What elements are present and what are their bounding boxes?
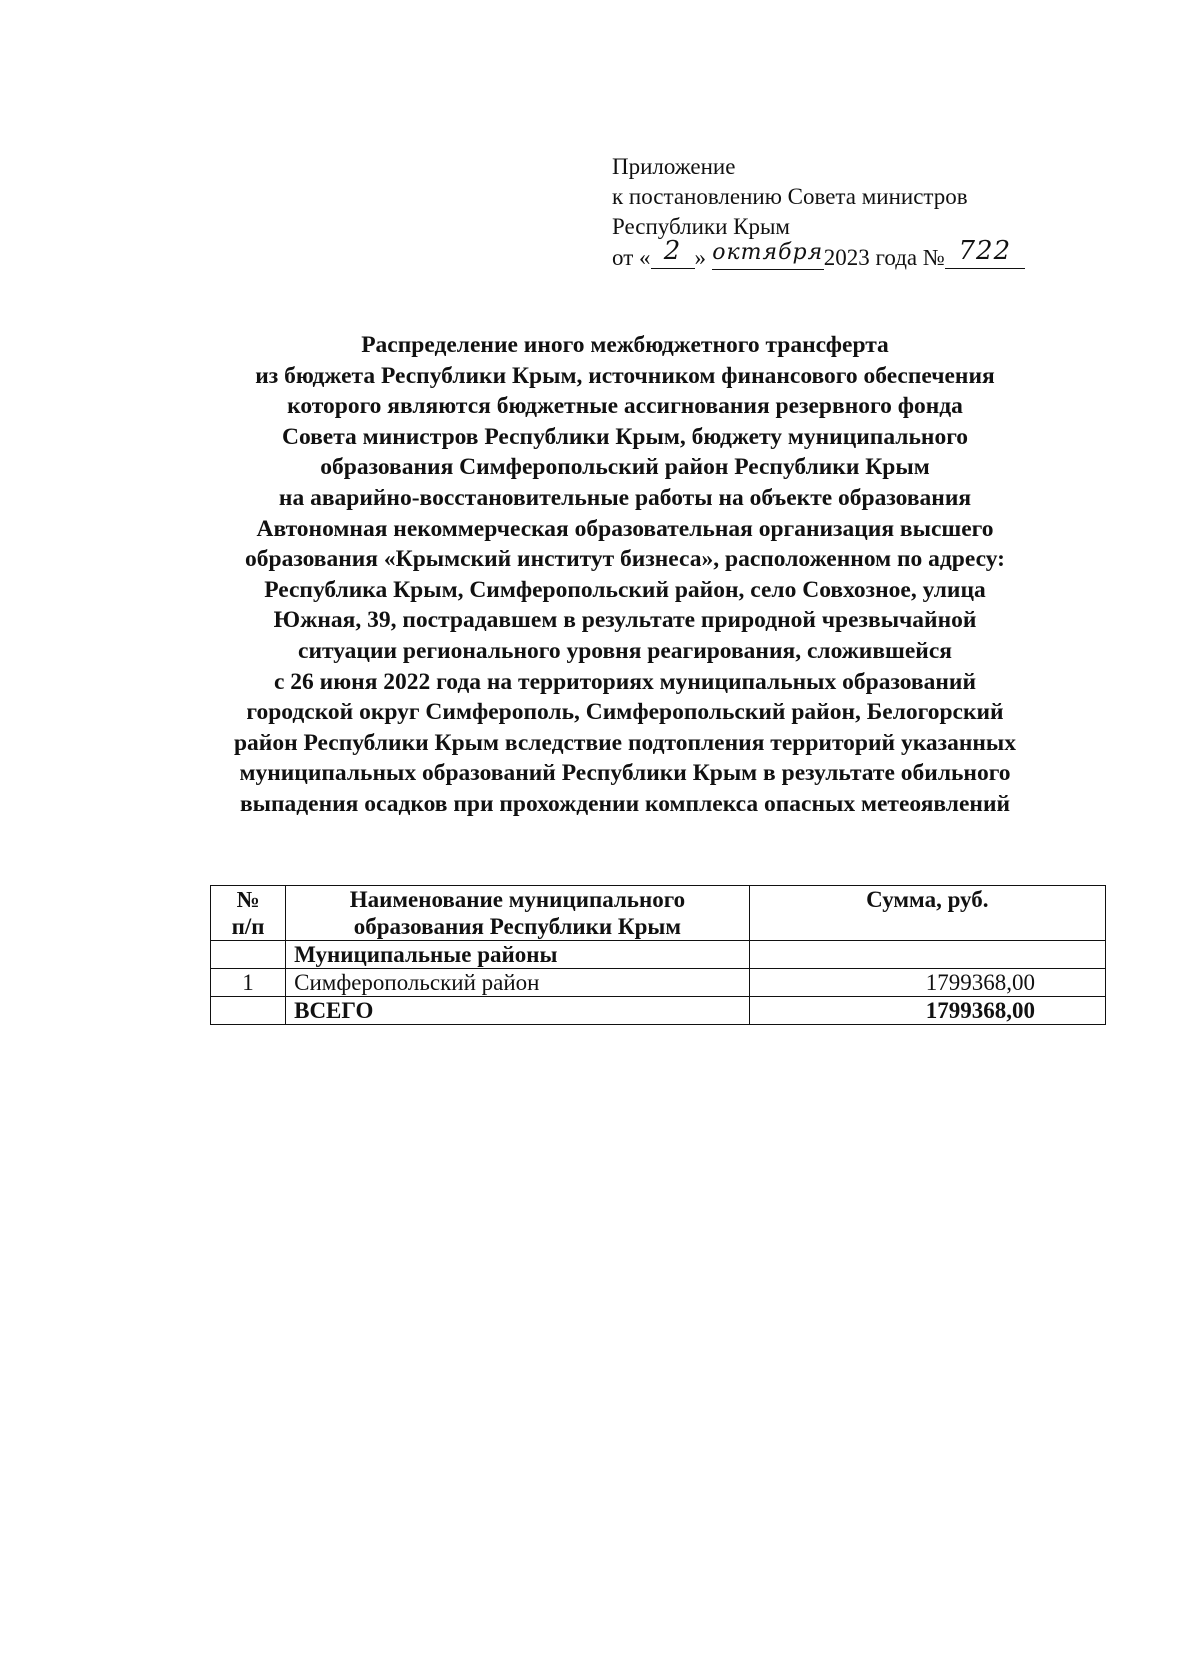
appendix-block: [612, 152, 1025, 273]
header-sum: Сумма, руб.: [749, 886, 1105, 941]
document-title: [150, 330, 1100, 820]
total-row: [211, 997, 1106, 1025]
total-sum: 1799368,00: [749, 997, 1105, 1025]
table-header-row: [211, 886, 1106, 941]
date-day-blank: [651, 236, 695, 269]
title-line: район Республики Крым вследствие подтопления территорий указанных: [233, 729, 1017, 756]
total-label: ВСЕГО: [286, 997, 750, 1025]
date-year: 2023 года №: [823, 245, 945, 270]
header-name-line1: Наименование муниципального: [349, 887, 686, 912]
row-sum: 1799368,00: [749, 969, 1105, 997]
header-number-symbol: №: [236, 887, 260, 912]
title-line: Южная, 39, пострадавшем в результате природной чрезвычайной: [273, 607, 977, 634]
title-line: с 26 июня 2022 года на территориях муниципальных образований: [274, 668, 976, 695]
table-row: [211, 969, 1106, 997]
appendix-heading: Приложение: [612, 154, 736, 179]
header-name-line2: образования Республики Крым: [353, 914, 682, 939]
title-line: муниципальных образований Республики Крым в результате обильного: [239, 760, 1011, 787]
title-line: которого являются бюджетные ассигнования резервного фонда: [287, 393, 963, 420]
title-line: на аварийно-восстановительные работы на объекте образования: [278, 484, 972, 511]
number-blank: [945, 236, 1025, 269]
handwritten-number: 722: [958, 236, 1012, 266]
title-line: Республика Крым, Симферопольский район, село Совхозное, улица: [264, 576, 986, 603]
header-name: [286, 886, 750, 941]
appendix-republic-line: Республики Крым: [612, 214, 790, 239]
section-row: [211, 941, 1106, 969]
date-mid: »: [694, 245, 706, 270]
title-line: Автономная некоммерческая образовательная организация высшего: [256, 515, 994, 542]
title-line: Распределение иного межбюджетного трансферта: [361, 332, 889, 358]
section-sum-cell: [749, 941, 1105, 969]
title-line: образования «Крымский институт бизнеса», расположенном по адресу:: [245, 546, 1005, 573]
section-number-cell: [211, 941, 286, 969]
appendix-date-line: [612, 236, 1025, 273]
title-line: из бюджета Республики Крым, источником финансового обеспечения: [255, 362, 995, 389]
date-month-blank: [712, 240, 824, 270]
title-line: городской округ Симферополь, Симферопольский район, Белогорский: [246, 699, 1004, 726]
section-label: Муниципальные районы: [286, 941, 750, 969]
row-name: Симферопольский район: [286, 969, 750, 997]
title-line: образования Симферопольский район Республики Крым: [320, 454, 930, 481]
appendix-decree-line: к постановлению Совета министров: [612, 184, 968, 209]
distribution-table: [210, 885, 1106, 1025]
date-prefix: от «: [612, 245, 651, 270]
handwritten-day: 2: [663, 236, 682, 266]
total-number-cell: [211, 997, 286, 1025]
header-number-abbr: п/п: [231, 914, 265, 939]
title-line: Совета министров Республики Крым, бюджету муниципального: [281, 423, 969, 450]
handwritten-month: октября: [712, 240, 824, 265]
title-line: ситуации регионального уровня реагирования, сложившейся: [298, 637, 952, 664]
row-number: 1: [211, 969, 286, 997]
header-number: [211, 886, 286, 941]
title-line: выпадения осадков при прохождении комплекса опасных метеоявлений: [239, 790, 1011, 817]
